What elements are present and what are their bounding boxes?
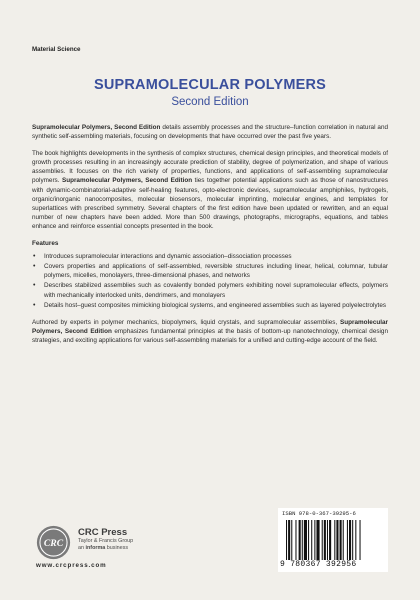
- isbn-label: ISBN 978-0-367-39295-6: [282, 510, 356, 517]
- intro-text: details assembly processes and the structure–function correlation in natural and synthetic self-assembling materials, focusing on developments that have occurred over the past five years.: [32, 124, 388, 141]
- isbn-barcode-block: [278, 508, 388, 572]
- crc-press-logo-icon: [36, 525, 71, 560]
- barcode-icon: [286, 520, 384, 560]
- description: [32, 123, 388, 353]
- feature-item: • Introduces supramolecular interactions and dynamic association–dissociation processes: [32, 252, 388, 261]
- publisher-block: [78, 527, 133, 552]
- subject-category: Material Science: [32, 46, 81, 53]
- publisher-website[interactable]: www.crcpress.com: [36, 562, 107, 569]
- barcode-digits: 9 780367 392956: [280, 560, 357, 569]
- body-paragraph: [32, 149, 388, 231]
- business-prefix: an: [78, 545, 84, 551]
- publisher-group: Taylor & Francis Group: [78, 538, 134, 544]
- business-suffix: business: [106, 545, 129, 551]
- informa-brand: informa: [85, 545, 106, 551]
- publisher-name: CRC Press: [78, 527, 128, 538]
- intro-paragraph: [32, 123, 388, 141]
- closing-text-part2: emphasizes fundamental principles at the basis of bottom-up nanotechnology, chemical design strategies, and exciting applications for various self-assembling materials for a unified and cutting-edge account of the field.: [32, 327, 388, 344]
- features-heading: Features: [32, 240, 59, 248]
- closing-bold-title: Supramolecular Polymers, Second Edition: [32, 318, 388, 335]
- body-bold-title: Supramolecular Polymers, Second Edition: [61, 177, 193, 185]
- book-title: SUPRAMOLECULAR POLYMERS: [93, 77, 327, 93]
- intro-bold-title: Supramolecular Polymers, Second Edition: [32, 124, 161, 131]
- feature-item: • Describes stabilized assemblies such as covalently bonded polymers exhibiting novel supramolecular effects, polymers with mechanically interlocked units, dendrimers, and monolayers: [32, 281, 388, 299]
- features-list: [32, 252, 388, 310]
- feature-item: • Covers properties and applications of self-assembled, reversible structures including linear, helical, columnar, tubular polymers, micelles, monolayers, three-dimensional phases, and networks: [32, 262, 388, 280]
- logo-text: CRC: [43, 538, 64, 549]
- publisher-business: [78, 545, 133, 552]
- closing-paragraph: [32, 318, 388, 345]
- feature-item: • Details host–guest composites mimicking biological systems, and engineered assemblies such as layered polyelectrolytes: [32, 301, 388, 310]
- body-text-part1: The book highlights developments in the synthesis of complex structures, chemical design principles, and theoretical models of growth processes resulting in an increasingly accurate prediction of stability, degree of polymerization, and shape of various assemblies. It focuses on the rich variety of properties, functions, and applications of self-assembling supramolecular polymers.: [32, 150, 388, 185]
- closing-text-part1: Authored by experts in polymer mechanics, biopolymers, liquid crystals, and supramolecular assemblies,: [32, 318, 341, 326]
- book-edition: Second Edition: [171, 96, 249, 108]
- body-text-part2: ties together potential applications such as those of nanostructures with dynamic-combinatorial-adaptive self-healing features, opto-electronic devices, supramolecular amphiphiles, hydrogels, organic/inorganic nanocomposites, molecular biosensors, molecular imprinting, molecular engines, and templates for superlattices with prescribed symmetry. Several chapters of the first edition have been updated or rewritten, and an equal number of new chapters have been added. More than 500 drawings, photographs, micrographs, equations, and tables enhance and reinforce essential concepts presented in the book.: [32, 177, 388, 230]
